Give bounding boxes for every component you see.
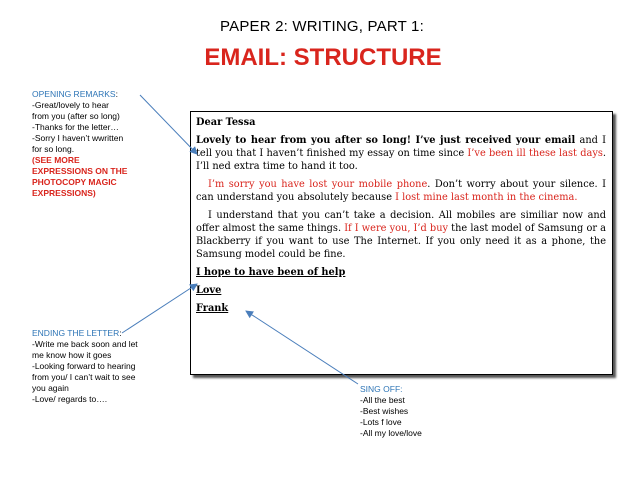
opening-note-line: (SEE MORE (32, 155, 80, 165)
highlighted-phrase: I’ve been ill these last days (467, 148, 603, 159)
opening-line: from you (after so long) (32, 111, 120, 121)
sign-off-line: -All my love/love (360, 428, 422, 438)
sign-off-line: -Lots f love (360, 417, 402, 427)
opening-arrow (140, 95, 197, 154)
ending-arrow (122, 284, 197, 333)
opening-line: -Great/lovely to hear (32, 100, 110, 110)
highlighted-phrase: I’m sorry you have lost your mobile phone (208, 179, 428, 190)
highlighted-phrase: I lost mine last month in the cinema. (395, 192, 578, 203)
ending-line: me know how it goes (32, 350, 112, 360)
opening-note-line: EXPRESSIONS ON THE (32, 166, 128, 176)
opening-line: for so long. (32, 144, 75, 154)
letter-paragraph-2: I’m sorry you have lost your mobile phone. Don’t worry about your silence. I can understand you absolutely because I lost mine last month in the cinema. (196, 179, 606, 203)
letter-love: Love (196, 285, 222, 296)
opening-note-line: EXPRESSIONS) (32, 188, 96, 198)
sign-off-heading: SING OFF: (360, 384, 403, 394)
ending-letter-heading: ENDING THE LETTER (32, 328, 120, 338)
letter-signature: Frank (196, 303, 229, 314)
ending-line: you again (32, 383, 69, 393)
letter-closing: I hope to have been of help (196, 267, 346, 278)
opening-note-line: PHOTOCOPY MAGIC (32, 177, 117, 187)
sign-off-line: -Best wishes (360, 406, 409, 416)
letter-paragraph-3: I understand that you can’t take a decision. All mobiles are similiar now and offer almost the same things. If I were you, I’d buy the last model of Samsung or a Blackberry if you want to use The Internet. If you only need it as a phone, the Samsung model could be fine. (196, 210, 606, 260)
opening-remarks-note: OPENING REMARKS: -Great/lovely to hear from you (after so long) -Thanks for the letter… -Sorry I haven’t wwritten for so long. (SEE MORE EXPRESSIONS ON THE PHOTOCOPY MAGIC EXPRESSIONS) (32, 89, 128, 198)
sign-off-arrow (246, 311, 358, 384)
ending-letter-note: ENDING THE LETTER: -Write me back soon and let me know how it goes -Looking forward to hearing from you/ I can’t wait to see you again -Love/ regards to…. (32, 328, 138, 404)
ending-line: from you/ I can’t wait to see (32, 372, 136, 382)
opening-remarks-heading: OPENING REMARKS (32, 89, 116, 99)
highlighted-phrase: If I were you, I’d buy (344, 223, 449, 234)
opening-line: -Thanks for the letter… (32, 122, 119, 132)
letter-paragraph-1: Lovely to hear from you after so long! I’ve just received your email and I tell you that I haven’t finished my essay on time since I’ve been ill these last days. I’ll ned extra time to hand it too. (196, 135, 607, 172)
opening-sentence: Lovely to hear from you after so long! I’ve just received your email (196, 135, 576, 146)
letter-greeting: Dear Tessa (196, 117, 256, 128)
page-subtitle: PAPER 2: WRITING, PART 1: (220, 18, 424, 35)
ending-line: -Love/ regards to…. (32, 394, 108, 404)
ending-line: -Write me back soon and let (32, 339, 138, 349)
ending-line: -Looking forward to hearing (32, 361, 136, 371)
sign-off-line: -All the best (360, 395, 405, 405)
opening-line: -Sorry I haven’t wwritten (32, 133, 124, 143)
page-title: EMAIL: STRUCTURE (204, 44, 442, 71)
